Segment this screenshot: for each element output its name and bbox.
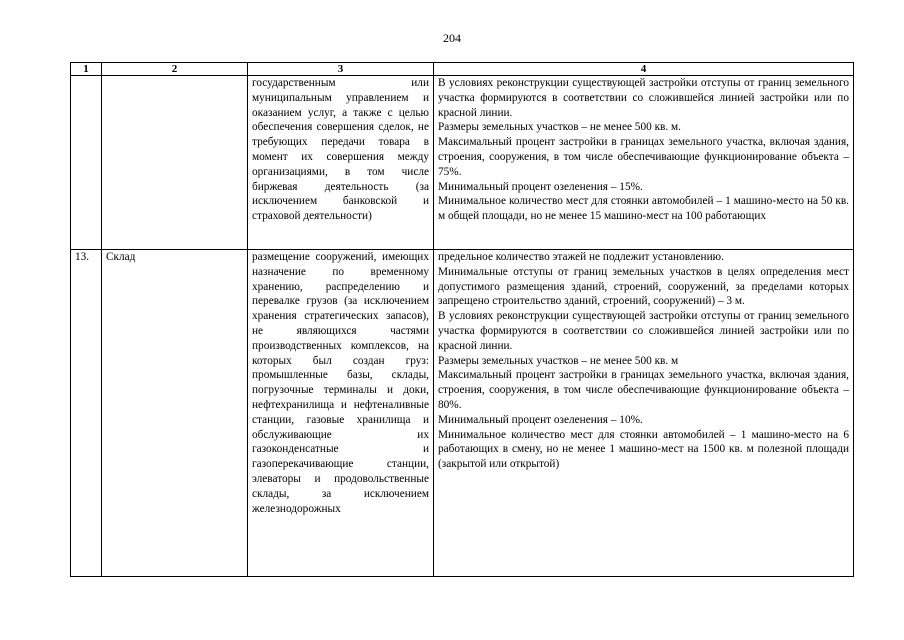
parameter-item: Минимальный процент озеленения – 15%.	[438, 180, 643, 193]
header-col-3: 3	[248, 63, 434, 76]
header-col-4: 4	[434, 63, 854, 76]
use-description-text: государственным или муниципальным управлением и оказанием услуг, а также с целью обеспечения совершения сделок, не требующих передачи товара в момент их совершения между организациями, в том числе биржевая деятельность (за исключением банковской и страховой деятельности)	[252, 77, 429, 223]
row-number	[71, 76, 102, 250]
regulations-table	[70, 62, 854, 577]
parameter-item: Размеры земельных участков – не менее 500 кв. м	[438, 354, 679, 367]
parameter-item: Минимальное количество мест для стоянки автомобилей – 1 машино-место на 6 работающих в смену, но не менее 1 машино-мест на 1500 кв. м полезной площади (закрытой или открытой)	[438, 428, 849, 471]
parameter-item: Максимальный процент застройки в границах земельного участка, включая здания, строения, сооружения, в том числе обеспечивающие функционирование объекта – 80%.	[438, 369, 849, 411]
parameter-item: Минимальный процент озеленения – 10%.	[438, 413, 643, 426]
table-row	[71, 250, 854, 577]
row-use-description	[248, 76, 434, 250]
parameter-item: Минимальное количество мест для стоянки автомобилей – 1 машино-место на 50 кв. м общей площади, но не менее 15 машино-мест на 100 работающих	[438, 195, 849, 223]
use-description-text: размещение сооружений, имеющих назначение по временному хранению, распределению и перевалке грузов (за исключением хранения стратегических запасов), не являющихся частями производственных комплексов, на которых был создан груз: промышленные базы, склады, погрузочные терминалы и доки, нефтехранилища и нефтеналивные станции, газовые хранилища и обслуживающие их газоконденсатные и газоперекачивающие станции, элеваторы и продовольственные склады, за исключением железнодорожных	[252, 251, 429, 515]
page-number: 204	[443, 31, 461, 45]
header-col-2: 2	[102, 63, 248, 76]
table-row	[71, 76, 854, 250]
parameter-item: Максимальный процент застройки в границах земельного участка, включая здания, строения, сооружения, в том числе обеспечивающие функционирование объекта – 75%.	[438, 136, 849, 178]
row-number: 13.	[71, 250, 102, 577]
header-col-1: 1	[71, 63, 102, 76]
parameter-item: В условиях реконструкции существующей застройки отступы от границ земельного участка формируются в соответствии со сложившейся линией застройки или по красной линии.	[438, 77, 849, 119]
row-name	[102, 76, 248, 250]
parameter-item: Размеры земельных участков – не менее 500 кв. м.	[438, 121, 682, 134]
table-header-row	[71, 63, 854, 76]
parameter-item: В условиях реконструкции существующей застройки отступы от границ земельного участка формируются в соответствии со сложившейся линией застройки или по красной линии.	[438, 310, 849, 352]
row-use-description	[248, 250, 434, 577]
parameter-item: Минимальные отступы от границ земельных участков в целях определения мест допустимого размещения зданий, строений, сооружений, за пределами которых запрещено строительство зданий, строений, сооружений) – 3 м.	[438, 265, 849, 308]
row-name: Склад	[102, 250, 248, 577]
row-parameters	[434, 250, 854, 577]
row-parameters	[434, 76, 854, 250]
parameter-item: предельное количество этажей не подлежит установлению.	[438, 251, 724, 263]
